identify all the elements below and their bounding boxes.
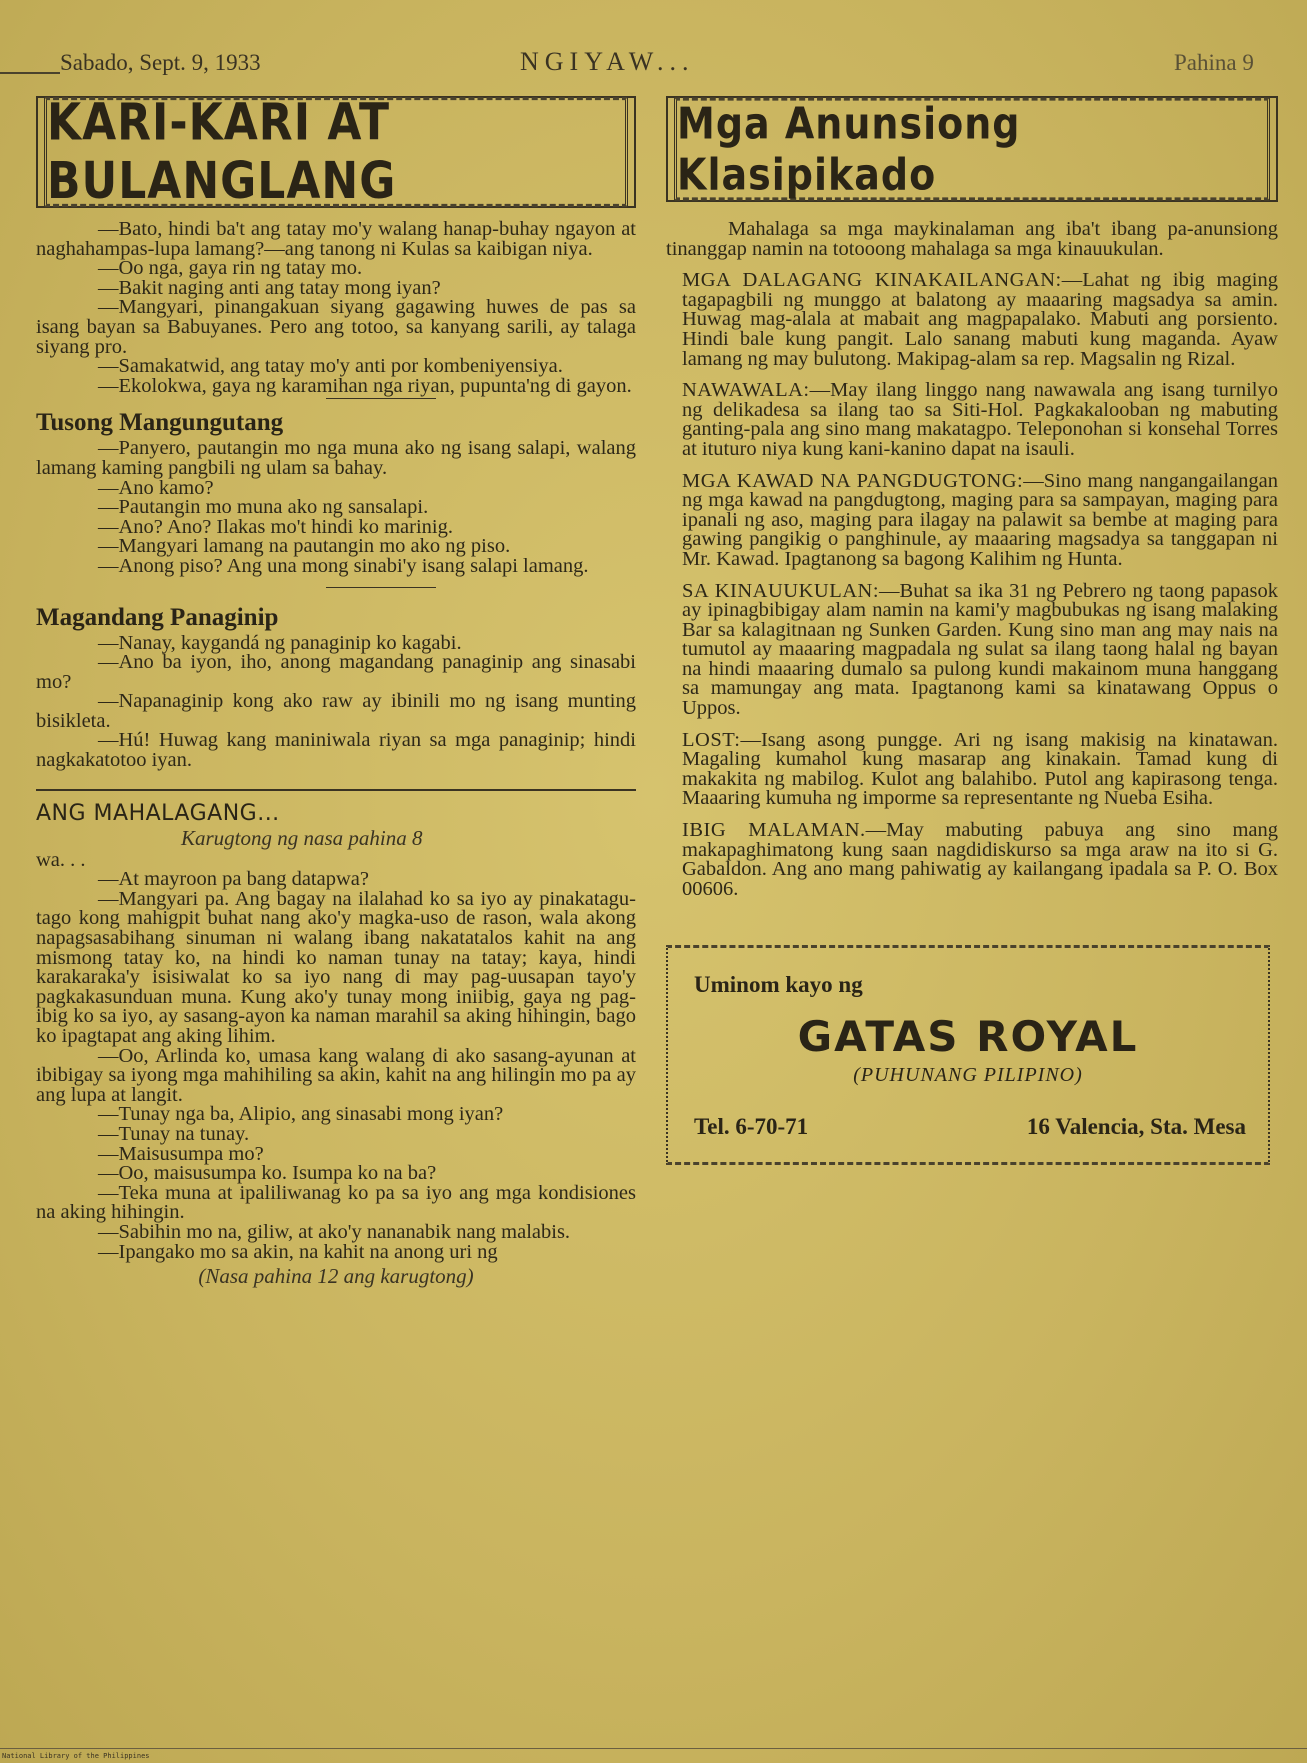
page-header xyxy=(0,44,1307,84)
ad-body: —Buhat sa ika 31 ng Pebrero ng taong papasok ay ipinagbibigay alam namin na kami'y magbubukas ng isang malaking Bar sa kalagitnaan ng Sunken Garden. Kung sino man ang may nais na tumutol ay maaaring magpadala ng sulat sa ilang taong halal ng bayan na hindi maaaring dumalo sa pulong kundi makainom muna hanggang sa mamungay ang mata. Ipagtanong kami sa kinatawang Oppus o Uppos. xyxy=(682,579,1279,720)
section-title-box xyxy=(36,93,636,211)
ad-heading: MGA KAWAD NA PANGDUGTONG: xyxy=(682,469,1024,492)
joke-title: Magandang Panaginip xyxy=(36,603,279,631)
classified-ad xyxy=(666,381,1278,459)
ad-address: 16 Valencia, Sta. Mesa xyxy=(1026,1114,1246,1140)
ad-callout: Uminom kayo ng xyxy=(694,972,863,998)
continuation-note: Karugtong ng nasa pahina 8 xyxy=(181,825,423,850)
ad-telephone: Tel. 6-70-71 xyxy=(694,1114,809,1140)
dialogue-line: —Mangyari, pinangakuan siyang gagawing huwes de pas sa isang bayan sa Babuyanes. Pero ang totoo, sa kanyang sarili, ay talaga siyang pro. xyxy=(36,296,636,358)
left-column xyxy=(36,93,636,1289)
ad-heading: LOST: xyxy=(682,728,741,751)
ad-brand: GATAS ROYAL xyxy=(797,1012,1139,1062)
dialogue-line: —Ekolokwa, gaya ng karamihan nga riyan, pupunta'ng di gayon. xyxy=(98,374,632,397)
dialogue-line: —Ipangako mo sa akin, na kahit na anong uri ng xyxy=(98,1240,498,1263)
classified-ad xyxy=(666,728,1278,810)
dialogue-line: —Mangyari lamang na pautangin mo ako ng piso. xyxy=(98,535,511,558)
masthead: NGIYAW... xyxy=(520,47,695,76)
ad-body: —Sino mang nangangailangan ng mga kawad na pangdugtong, maging para sa sampayan, maging para ipanali ng aso, maging para ilagay na palawit sa bembe at maging para gawing pangikig o panghinule, ay maaaring magsadya sa tanggapan ni Mr. Kawad. Ipagtanong sa bagong Kalihim ng Hunta. xyxy=(682,469,1278,570)
classified-ad xyxy=(666,579,1279,720)
dialogue-line: —Tunay nga ba, Alipio, ang sinasabi mong iyan? xyxy=(98,1103,504,1126)
gatas-royal-ad xyxy=(666,945,1270,1165)
joke-title: Tusong Mangungutang xyxy=(36,409,284,437)
story-lead: wa. . . xyxy=(36,848,86,871)
dialogue-line: —Ano kamo? xyxy=(98,476,214,499)
dialogue-line: —Pautangin mo muna ako ng sansalapi. xyxy=(98,496,429,519)
library-credit: National Library of the Philippines xyxy=(2,1752,150,1760)
dialogue-line: —Sabihin mo na, giliw, at ako'y nananabik nang malabis. xyxy=(98,1220,571,1243)
ad-heading: SA KINAUUKULAN: xyxy=(682,579,880,602)
dialogue-line: —Anong piso? Ang una mong sinabi'y isang salapi lamang. xyxy=(98,554,589,577)
page-number: Pahina 9 xyxy=(1174,50,1254,75)
classifieds-intro xyxy=(666,220,1278,259)
section-title: Mga Anunsiong Klasipikado xyxy=(674,97,1270,201)
dialogue-line: —Ano ba iyon, iho, anong magandang panaginip ang sinasabi mo? xyxy=(36,651,636,693)
dialogue-line: —Bakit naging anti ang tatay mong iyan? xyxy=(98,276,441,299)
joke-body xyxy=(36,631,636,772)
ad-body: —Isang asong pungge. Ari ng isang makisig na kinatawan. Magaling kumahol kung masarap ang kinakain. Tamad kung di makakita ng mabilog. Kulot ang balahibo. Putol ang kapirasong tenga. Maaaring kumuha ng imporme sa representante ng Nueba Esiha. xyxy=(682,728,1278,810)
intro-text: Mahalaga sa mga maykinalaman ang iba't ibang pa-anunsiong tinanggap namin na totooong mahalaga sa mga kinauukulan. xyxy=(666,218,1278,260)
dialogue-line: —Samakatwid, ang tatay mo'y anti por kombeniyensiya. xyxy=(98,355,563,378)
ad-tagline: (PUHUNANG PILIPINO) xyxy=(853,1064,1083,1087)
ad-heading: MGA DALAGANG KINAKAILANGAN: xyxy=(682,269,1062,292)
ad-heading: NAWAWALA: xyxy=(682,379,810,402)
classified-ad xyxy=(666,469,1278,570)
section-title: KARI-KARI AT BULANGLANG xyxy=(44,97,628,207)
dialogue-line: —Tunay na tunay. xyxy=(98,1122,250,1145)
classified-ad xyxy=(666,821,1278,899)
classified-ad xyxy=(666,271,1278,369)
dialogue-line: —Panyero, pautangin mo nga muna ako ng isang salapi, walang lamang kaming pangbili ng ulam sa bahay. xyxy=(36,437,636,479)
story-body xyxy=(36,848,636,1263)
opening-dialogue xyxy=(36,220,636,396)
story-title: ANG MAHALAGANG... xyxy=(36,789,636,826)
issue-date: Sabado, Sept. 9, 1933 xyxy=(60,50,261,75)
joke-body xyxy=(36,439,636,576)
dialogue-line: —Oo, maisusumpa ko. Isumpa ko na ba? xyxy=(98,1162,437,1185)
divider xyxy=(326,398,436,399)
divider xyxy=(326,587,436,588)
ad-body: —May ilang linggo nang nawawala ang isang turnilyo ng delikadesa sa ilang tao sa Siti-Hol. Pagkakalooban ng mabuting ganting-pala ang sino mang makatagpo. Teleponohan si konsehal Torres at ituturo niya kung kani-kanino dapat na isauli. xyxy=(682,379,1278,460)
footer-rule xyxy=(0,1748,1307,1749)
right-column xyxy=(666,96,1278,1165)
ad-heading: IBIG MALAMAN. xyxy=(682,819,866,842)
dialogue-line: —Hú! Huwag kang maniniwala riyan sa mga panaginip; hindi nagkakatotoo iyan. xyxy=(36,729,636,772)
dialogue-line: —Maisusumpa mo? xyxy=(98,1142,264,1165)
dialogue-line: —At mayroon pa bang datapwa? xyxy=(98,868,369,891)
continued-on-note: (Nasa pahina 12 ang karugtong) xyxy=(198,1264,474,1289)
dialogue-line: —Napanaginip kong ako raw ay ibinili mo ng isang munting bisikleta. xyxy=(36,690,636,732)
ad-body: —May mabuting pabuya ang sino mang makapaghimatong kung saan nagdidiskurso sa mga araw na ito si G. Gabaldon. Ang ano mang pahiwatig ay kailangang ipadala sa P. O. Box 00606. xyxy=(682,819,1278,900)
ad-body: —Lahat ng ibig maging tagapagbili ng munggo at balatong ay maaaring magsadya sa amin. Huwag mag-alala at mabait ang magpapalako. Mabuti ang porsiento. Hindi bale kung pangit. Lalo sanang mabuti kung maganda. Ayaw lamang ng may bulutong. Makipag-alam sa rep. Magsalin ng Rizal. xyxy=(682,269,1278,370)
dialogue-line: —Nanay, kaygandá ng panaginip ko kagabi. xyxy=(98,631,462,654)
header-rule xyxy=(0,72,60,74)
dialogue-line: —Oo nga, gaya rin ng tatay mo. xyxy=(98,257,363,280)
dialogue-line: —Oo, Arlinda ko, umasa kang walang di ako sasang-ayunan at ibibigay sa iyong mga mahihiling sa akin, kahit na ang hilingin mo pa ay ang lupa at langit. xyxy=(36,1044,636,1106)
dialogue-line: —Teka muna at ipaliliwanag ko pa sa iyo ang mga kondisiones na aking hihingin. xyxy=(36,1181,636,1224)
dialogue-line: —Mangyari pa. Ang bagay na ilalahad ko sa iyo ay pinakatagu-tago kong mahigpit buhat nang ako'y magka-uso de rason, wala akong napagsasabihang sinuman ni walang ibang nakatatalos kahit na ang mismong tatay ko, na hindi ko naman tunay na tatay; kaya, hindi karakaraka'y isisiwalat ko sa iyo nang di may pag-uusapan tayo'y pagkakasunduan muna. Kung ako'y tunay mong iniibig, gaya ng pag-ibig ko sa iyo, ay sasang-ayon ka naman marahil sa aking hihingin, bago ko ipagtapat ang aking lihim. xyxy=(36,887,636,1047)
dialogue-line: —Ano? Ano? Ilakas mo't hindi ko marinig. xyxy=(98,515,453,538)
section-title-box xyxy=(666,96,1278,202)
dialogue-line: —Bato, hindi ba't ang tatay mo'y walang hanap-buhay ngayon at naghahampas-lupa lamang?—ang tanong ni Kulas sa kaibigan niya. xyxy=(36,218,636,260)
